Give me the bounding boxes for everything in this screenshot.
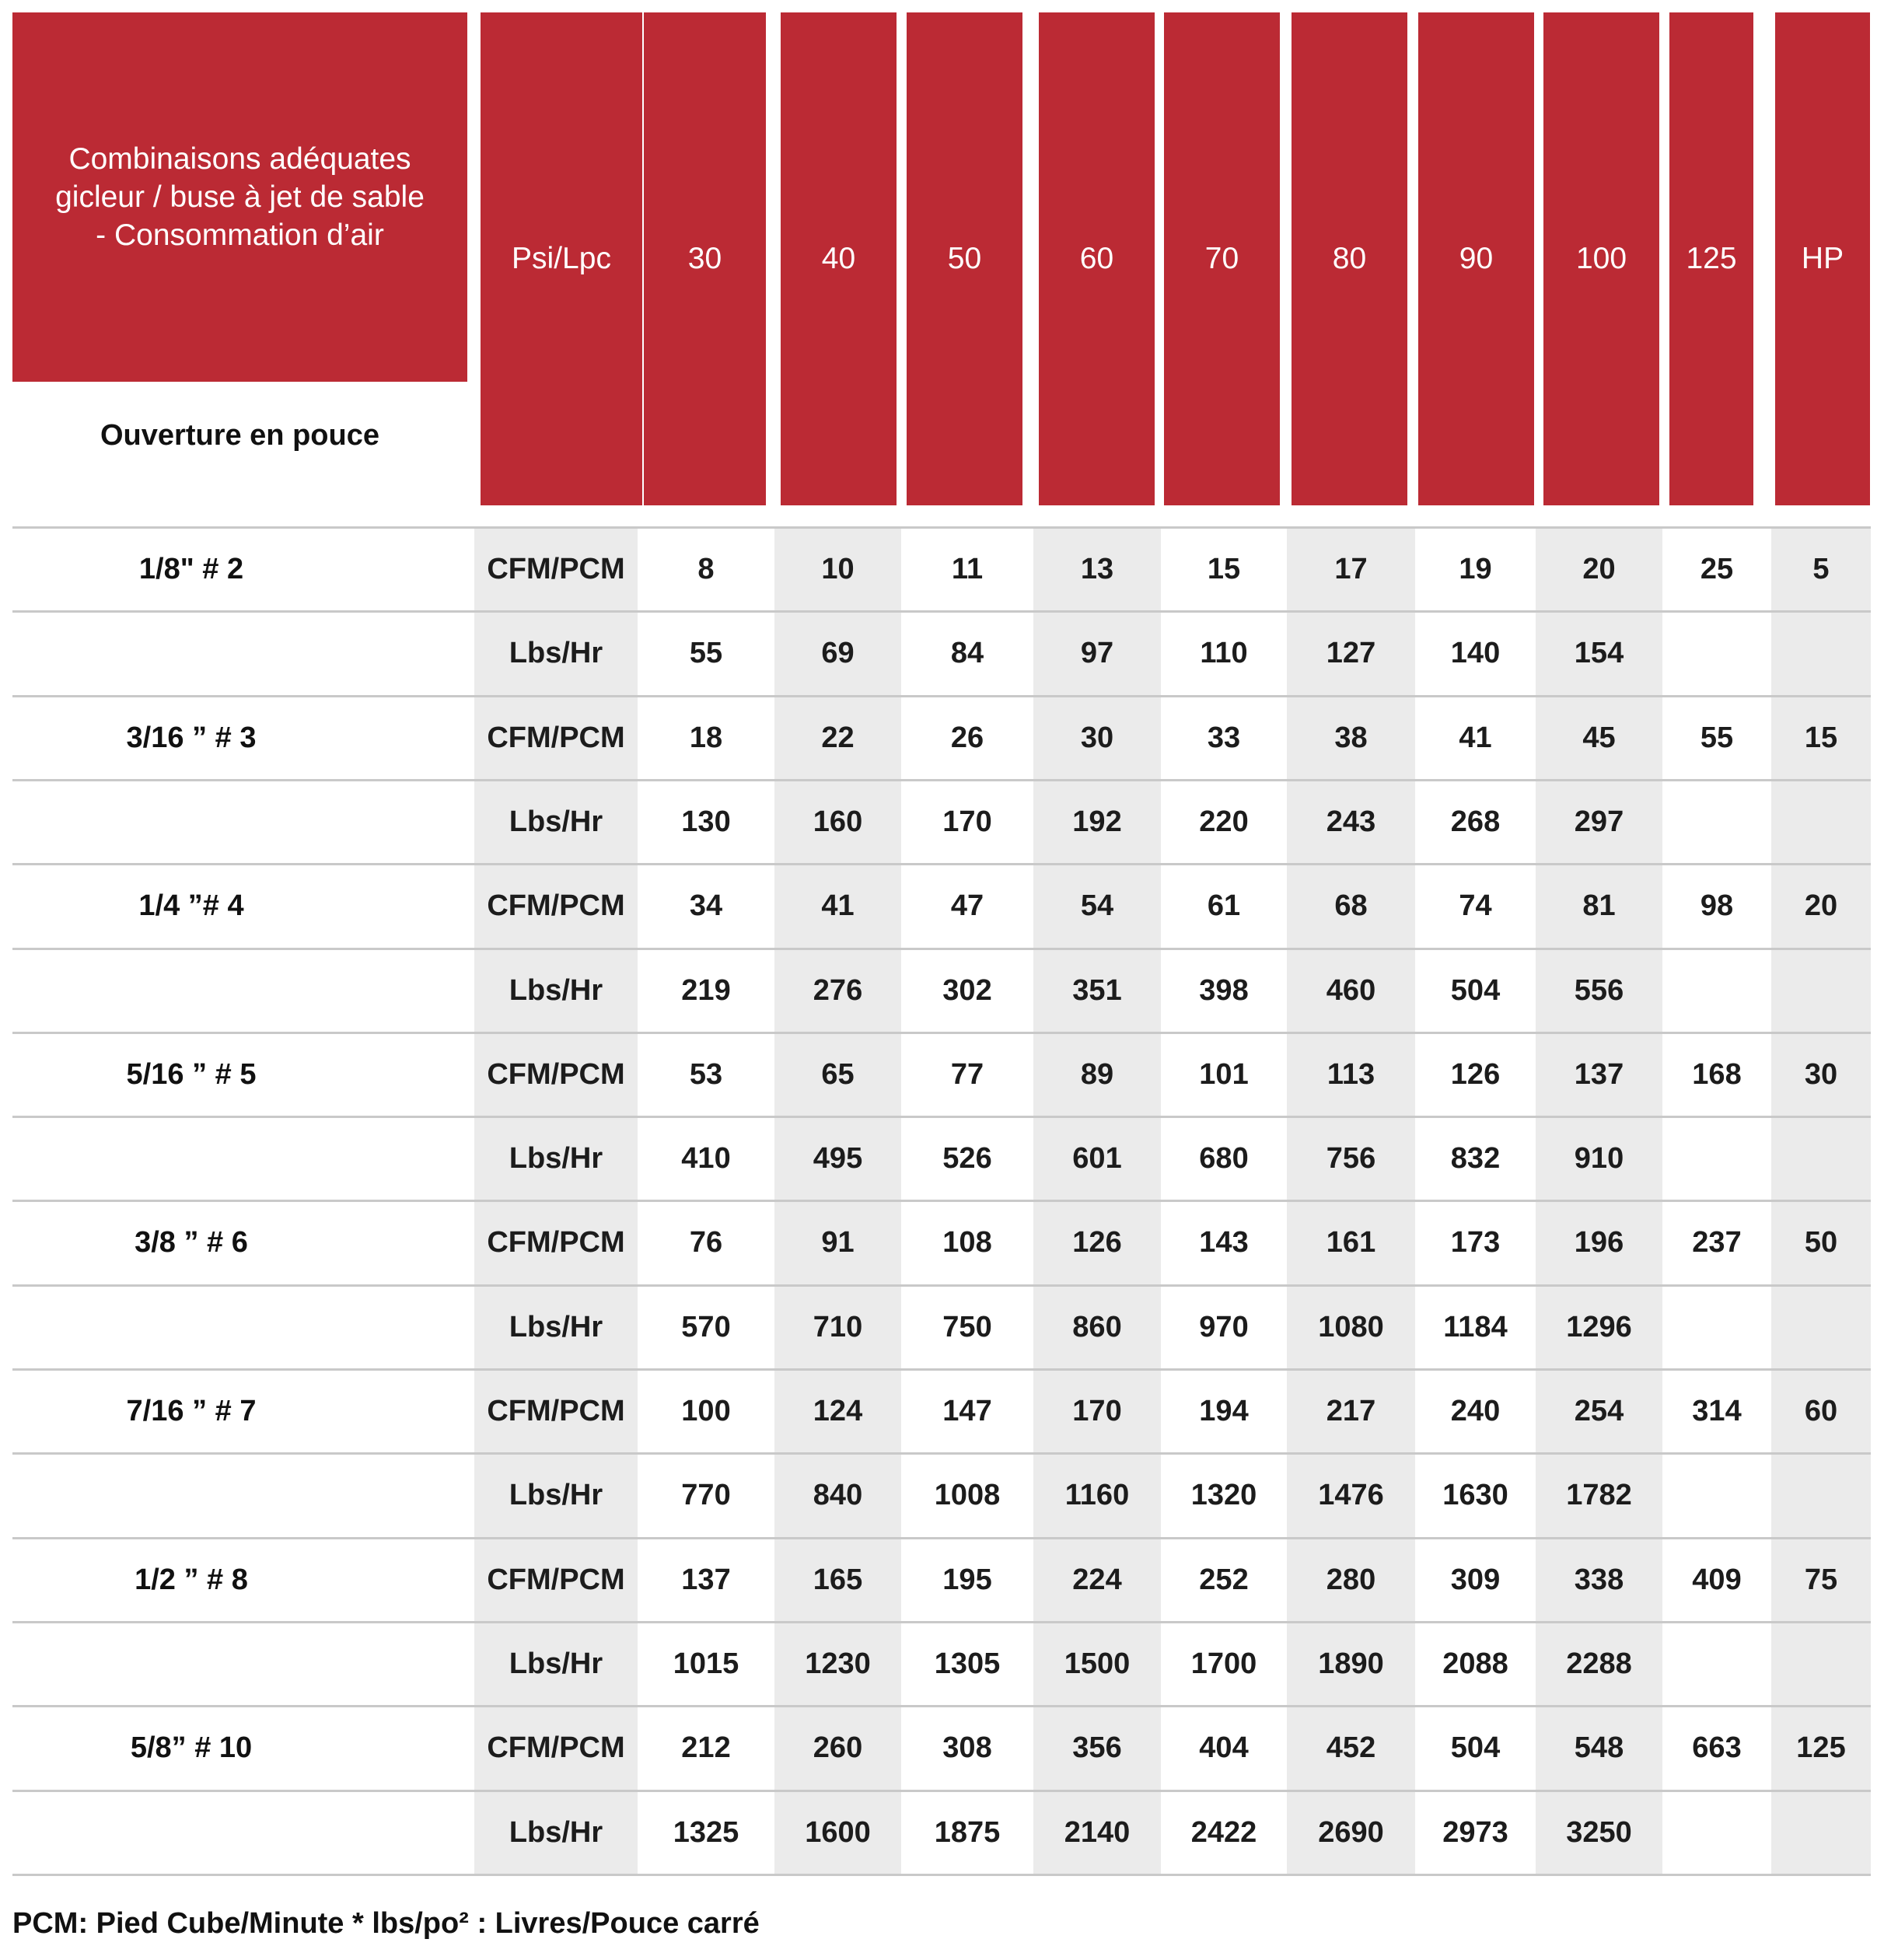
table-cell-lbs: 398 bbox=[1199, 973, 1249, 1007]
table-cell-lbs: 219 bbox=[681, 973, 731, 1007]
table-cell-lbs: 276 bbox=[813, 973, 863, 1007]
unit-label-cfm: CFM/PCM bbox=[487, 1394, 625, 1427]
table-cell-lbs: 680 bbox=[1199, 1141, 1249, 1175]
column-header: 90 bbox=[1418, 12, 1534, 505]
table-cell-cfm: 65 bbox=[821, 1057, 855, 1091]
table-cell-cfm: 196 bbox=[1574, 1225, 1624, 1259]
table-cell-lbs: 140 bbox=[1450, 636, 1501, 669]
table-cell-lbs: 1160 bbox=[1064, 1478, 1130, 1511]
table-cell-lbs: 1305 bbox=[934, 1647, 1001, 1680]
table-cell-lbs: 910 bbox=[1574, 1141, 1624, 1175]
unit-label-cfm: CFM/PCM bbox=[487, 1563, 625, 1596]
row-label: 1/4 ”# 4 bbox=[138, 889, 244, 922]
table-cell-lbs: 2973 bbox=[1442, 1815, 1508, 1849]
table-cell-lbs: 160 bbox=[813, 805, 863, 838]
row-label: 1/8" # 2 bbox=[138, 552, 244, 585]
table-cell-lbs: 770 bbox=[681, 1478, 731, 1511]
table-cell-lbs: 1500 bbox=[1064, 1647, 1131, 1680]
table-cell-cfm: 54 bbox=[1080, 889, 1114, 922]
unit-label-lbs: Lbs/Hr bbox=[509, 973, 603, 1007]
table-cell-lbs: 1008 bbox=[934, 1478, 1001, 1511]
table-cell-cfm: 260 bbox=[813, 1731, 863, 1764]
table-cell-cfm: 124 bbox=[813, 1394, 863, 1427]
table-cell-lbs: 2690 bbox=[1318, 1815, 1384, 1849]
table-cell-lbs: 84 bbox=[950, 636, 984, 669]
table-cell-cfm: 30 bbox=[1080, 721, 1114, 754]
unit-label-cfm: CFM/PCM bbox=[487, 1731, 625, 1764]
table-cell-lbs: 130 bbox=[681, 805, 731, 838]
unit-label-lbs: Lbs/Hr bbox=[509, 1478, 603, 1511]
table-cell-cfm: 409 bbox=[1692, 1563, 1742, 1596]
table-cell-cfm: 41 bbox=[1459, 721, 1492, 754]
table-cell-cfm: 8 bbox=[697, 552, 715, 585]
unit-label-cfm: CFM/PCM bbox=[487, 889, 625, 922]
table-cell-cfm: 26 bbox=[950, 721, 984, 754]
table-cell-cfm: 126 bbox=[1072, 1225, 1122, 1259]
table-cell-cfm: 126 bbox=[1450, 1057, 1501, 1091]
table-cell-lbs: 243 bbox=[1326, 805, 1376, 838]
table-cell-lbs: 297 bbox=[1574, 805, 1624, 838]
unit-label-cfm: CFM/PCM bbox=[487, 1225, 625, 1259]
table-cell-cfm: 314 bbox=[1692, 1394, 1742, 1427]
table-cell-lbs: 526 bbox=[942, 1141, 992, 1175]
table-cell-lbs: 1184 bbox=[1443, 1310, 1508, 1343]
table-cell-lbs: 970 bbox=[1199, 1310, 1249, 1343]
unit-label-lbs: Lbs/Hr bbox=[509, 805, 603, 838]
table-cell-lbs: 601 bbox=[1072, 1141, 1122, 1175]
table-cell-lbs: 3250 bbox=[1566, 1815, 1632, 1849]
table-cell-cfm: 91 bbox=[821, 1225, 855, 1259]
table-cell-lbs: 302 bbox=[942, 973, 992, 1007]
table-cell-cfm: 308 bbox=[942, 1731, 992, 1764]
unit-label-lbs: Lbs/Hr bbox=[509, 1815, 603, 1849]
table-cell-cfm: 309 bbox=[1450, 1563, 1501, 1596]
column-header: 80 bbox=[1292, 12, 1407, 505]
table-cell-lbs: 2288 bbox=[1566, 1647, 1632, 1680]
table-cell-cfm: 33 bbox=[1207, 721, 1241, 754]
table-cell-cfm: 47 bbox=[950, 889, 984, 922]
table-cell-cfm: 170 bbox=[1072, 1394, 1122, 1427]
table-cell-cfm: 280 bbox=[1326, 1563, 1376, 1596]
table-cell-cfm: 252 bbox=[1199, 1563, 1249, 1596]
table-cell-cfm: 11 bbox=[951, 552, 984, 585]
table-cell-cfm: 77 bbox=[950, 1057, 984, 1091]
table-cell-cfm: 663 bbox=[1692, 1731, 1742, 1764]
table-cell-cfm: 548 bbox=[1574, 1731, 1624, 1764]
table-cell-lbs: 1600 bbox=[805, 1815, 871, 1849]
unit-label-cfm: CFM/PCM bbox=[487, 1057, 625, 1091]
table-cell-lbs: 1630 bbox=[1442, 1478, 1508, 1511]
table-cell-cfm: 22 bbox=[821, 721, 855, 754]
table-cell-lbs: 220 bbox=[1199, 805, 1249, 838]
table-cell-cfm: 15 bbox=[1207, 552, 1241, 585]
column-header: 70 bbox=[1164, 12, 1280, 505]
column-header: 60 bbox=[1039, 12, 1155, 505]
table-cell-cfm: 452 bbox=[1326, 1731, 1376, 1764]
table-cell-cfm: 19 bbox=[1459, 552, 1492, 585]
table-cell-cfm: 173 bbox=[1450, 1225, 1501, 1259]
column-header: 50 bbox=[907, 12, 1022, 505]
table-cell-cfm: 137 bbox=[1574, 1057, 1624, 1091]
table-cell-cfm: 98 bbox=[1700, 889, 1734, 922]
table-cell-cfm: 74 bbox=[1459, 889, 1492, 922]
table-cell-cfm: 38 bbox=[1334, 721, 1368, 754]
table-title: Combinaisons adéquates gicleur / buse à jet de sable - Consommation d’air bbox=[12, 12, 467, 382]
table-cell-cfm: 45 bbox=[1582, 721, 1616, 754]
table-cell-lbs: 1080 bbox=[1318, 1310, 1384, 1343]
table-cell-cfm: 240 bbox=[1450, 1394, 1501, 1427]
table-cell-lbs: 1700 bbox=[1190, 1647, 1257, 1680]
column-header: 125 bbox=[1669, 12, 1753, 505]
table-cell-cfm: 60 bbox=[1804, 1394, 1838, 1427]
table-cell-lbs: 504 bbox=[1450, 973, 1501, 1007]
column-header: 30 bbox=[644, 12, 766, 505]
unit-label-lbs: Lbs/Hr bbox=[509, 1141, 603, 1175]
table-cell-lbs: 154 bbox=[1574, 636, 1624, 669]
table-cell-lbs: 268 bbox=[1450, 805, 1501, 838]
table-cell-lbs: 832 bbox=[1450, 1141, 1501, 1175]
table-cell-cfm: 217 bbox=[1326, 1394, 1376, 1427]
table-cell-cfm: 30 bbox=[1804, 1057, 1838, 1091]
table-cell-cfm: 101 bbox=[1199, 1057, 1249, 1091]
table-cell-cfm: 53 bbox=[689, 1057, 723, 1091]
table-cell-cfm: 125 bbox=[1796, 1731, 1846, 1764]
unit-label-lbs: Lbs/Hr bbox=[509, 1310, 603, 1343]
table-cell-lbs: 2140 bbox=[1064, 1815, 1131, 1849]
table-cell-cfm: 404 bbox=[1199, 1731, 1249, 1764]
table-cell-lbs: 1782 bbox=[1566, 1478, 1632, 1511]
table-cell-lbs: 1476 bbox=[1318, 1478, 1384, 1511]
table-cell-cfm: 143 bbox=[1199, 1225, 1249, 1259]
table-cell-cfm: 75 bbox=[1804, 1563, 1838, 1596]
table-cell-lbs: 556 bbox=[1574, 973, 1624, 1007]
table-cell-cfm: 55 bbox=[1700, 721, 1734, 754]
table-cell-cfm: 5 bbox=[1812, 552, 1830, 585]
table-cell-cfm: 76 bbox=[689, 1225, 723, 1259]
row-label: 7/16 ” # 7 bbox=[126, 1394, 257, 1427]
table-cell-lbs: 1320 bbox=[1190, 1478, 1257, 1511]
table-cell-cfm: 137 bbox=[681, 1563, 731, 1596]
table-cell-lbs: 1296 bbox=[1566, 1310, 1632, 1343]
table-cell-cfm: 356 bbox=[1072, 1731, 1122, 1764]
table-cell-lbs: 2088 bbox=[1442, 1647, 1508, 1680]
table-cell-lbs: 460 bbox=[1326, 973, 1376, 1007]
table-cell-lbs: 1230 bbox=[805, 1647, 871, 1680]
table-cell-lbs: 110 bbox=[1200, 636, 1248, 669]
table-cell-cfm: 161 bbox=[1326, 1225, 1376, 1259]
table-cell-cfm: 34 bbox=[689, 889, 723, 922]
table-cell-lbs: 750 bbox=[942, 1310, 992, 1343]
table-cell-cfm: 504 bbox=[1450, 1731, 1501, 1764]
table-cell-lbs: 69 bbox=[821, 636, 855, 669]
table-cell-lbs: 1890 bbox=[1318, 1647, 1384, 1680]
table-cell-cfm: 10 bbox=[821, 552, 855, 585]
row-label: 5/16 ” # 5 bbox=[126, 1057, 257, 1091]
column-header: 40 bbox=[781, 12, 897, 505]
unit-label-cfm: CFM/PCM bbox=[487, 552, 625, 585]
table-cell-cfm: 17 bbox=[1334, 552, 1368, 585]
table-cell-cfm: 165 bbox=[813, 1563, 863, 1596]
table-cell-cfm: 18 bbox=[689, 721, 723, 754]
table-cell-lbs: 192 bbox=[1072, 805, 1122, 838]
table-cell-cfm: 108 bbox=[942, 1225, 992, 1259]
table-cell-lbs: 351 bbox=[1072, 973, 1122, 1007]
table-cell-cfm: 168 bbox=[1692, 1057, 1742, 1091]
unit-label-lbs: Lbs/Hr bbox=[509, 1647, 603, 1680]
table-cell-lbs: 1875 bbox=[934, 1815, 1001, 1849]
table-cell-lbs: 97 bbox=[1080, 636, 1114, 669]
table-cell-lbs: 840 bbox=[813, 1478, 863, 1511]
table-cell-cfm: 41 bbox=[821, 889, 855, 922]
table-cell-cfm: 147 bbox=[942, 1394, 992, 1427]
table-cell-cfm: 212 bbox=[681, 1731, 731, 1764]
column-header: Psi/Lpc bbox=[481, 12, 642, 505]
column-header: HP bbox=[1775, 12, 1870, 505]
table-cell-cfm: 13 bbox=[1080, 552, 1114, 585]
unit-label-lbs: Lbs/Hr bbox=[509, 636, 603, 669]
table-cell-lbs: 2422 bbox=[1190, 1815, 1257, 1849]
row-label: 3/16 ” # 3 bbox=[126, 721, 257, 754]
table-cell-cfm: 224 bbox=[1072, 1563, 1122, 1596]
table-subtitle: Ouverture en pouce bbox=[100, 418, 379, 452]
table-cell-cfm: 113 bbox=[1326, 1057, 1375, 1091]
row-divider bbox=[12, 1874, 1871, 1876]
table-cell-cfm: 50 bbox=[1804, 1225, 1838, 1259]
table-cell-cfm: 338 bbox=[1574, 1563, 1624, 1596]
table-cell-lbs: 710 bbox=[813, 1310, 863, 1343]
table-cell-cfm: 254 bbox=[1574, 1394, 1624, 1427]
table-cell-cfm: 20 bbox=[1582, 552, 1616, 585]
table-cell-lbs: 410 bbox=[681, 1141, 731, 1175]
table-cell-lbs: 495 bbox=[813, 1141, 863, 1175]
row-label: 5/8” # 10 bbox=[130, 1731, 253, 1764]
table-cell-cfm: 237 bbox=[1692, 1225, 1742, 1259]
table-cell-cfm: 61 bbox=[1207, 889, 1241, 922]
table-cell-cfm: 81 bbox=[1582, 889, 1616, 922]
row-label: 1/2 ” # 8 bbox=[135, 1563, 248, 1596]
table-cell-lbs: 1015 bbox=[673, 1647, 739, 1680]
table-cell-cfm: 100 bbox=[681, 1394, 731, 1427]
table-cell-cfm: 195 bbox=[942, 1563, 992, 1596]
table-cell-lbs: 55 bbox=[689, 636, 723, 669]
table-cell-lbs: 1325 bbox=[673, 1815, 739, 1849]
footnote: PCM: Pied Cube/Minute * lbs/po² : Livres/Pouce carré bbox=[12, 1906, 760, 1940]
table-cell-cfm: 68 bbox=[1334, 889, 1368, 922]
table-cell-lbs: 170 bbox=[942, 805, 992, 838]
table-cell-lbs: 127 bbox=[1326, 636, 1376, 669]
table-cell-lbs: 756 bbox=[1326, 1141, 1376, 1175]
table-cell-cfm: 20 bbox=[1804, 889, 1838, 922]
table-cell-cfm: 15 bbox=[1804, 721, 1838, 754]
table-cell-cfm: 194 bbox=[1199, 1394, 1249, 1427]
row-label: 3/8 ” # 6 bbox=[135, 1225, 248, 1259]
table-cell-cfm: 89 bbox=[1080, 1057, 1114, 1091]
column-header: 100 bbox=[1543, 12, 1659, 505]
unit-label-cfm: CFM/PCM bbox=[487, 721, 625, 754]
table-cell-lbs: 860 bbox=[1072, 1310, 1122, 1343]
table-cell-cfm: 25 bbox=[1700, 552, 1734, 585]
table-cell-lbs: 570 bbox=[681, 1310, 731, 1343]
